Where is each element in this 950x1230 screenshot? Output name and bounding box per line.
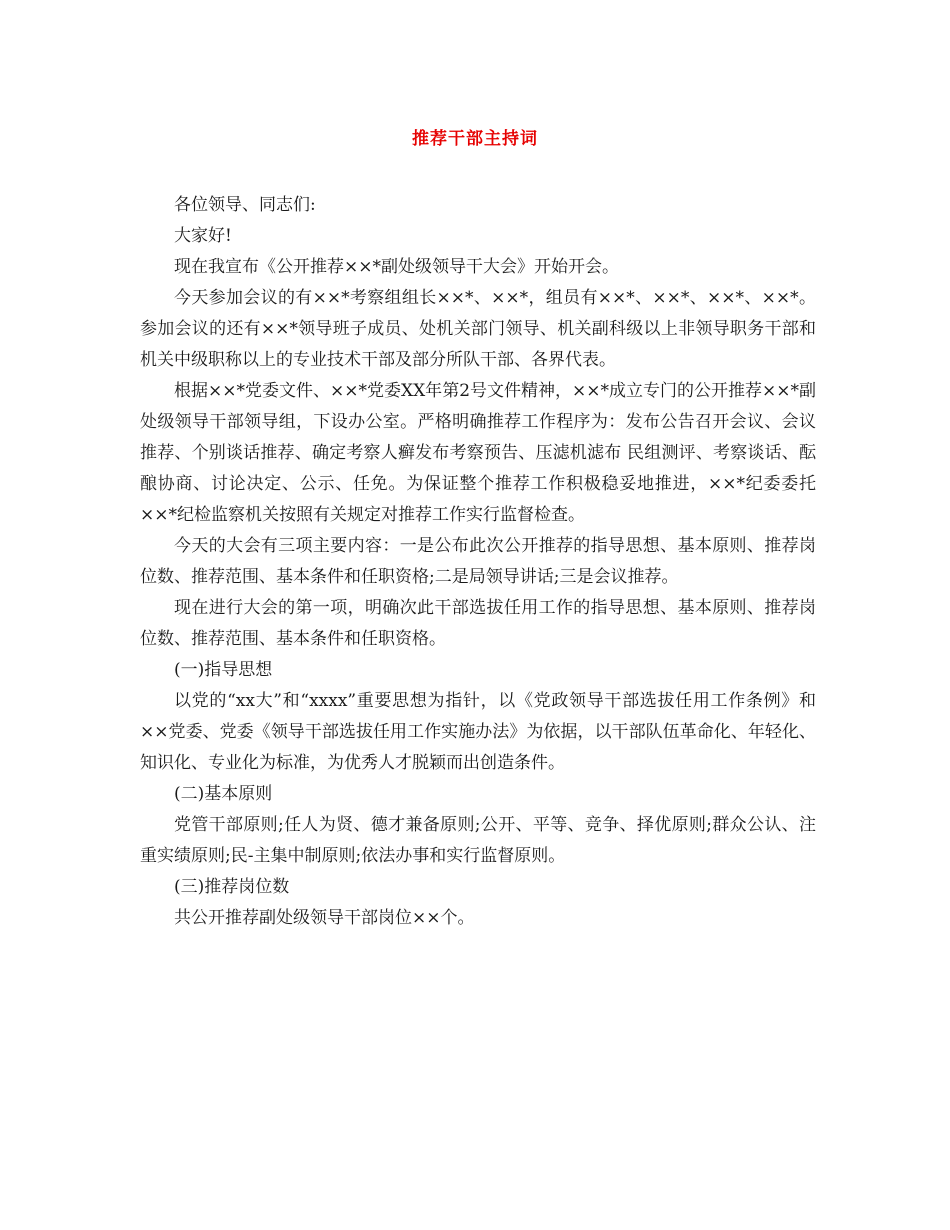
paragraph-opening: 现在我宣布《公开推荐××*副处级领导干大会》开始开会。 (174, 257, 619, 277)
paragraph-procedure: 根据××*党委文件、××*党委XX年第2号文件精神，××*成立专门的公开推荐××*副处级领导干部领导组，下设办公室。严格明确推荐工作程序为：发布公告召开会议、会议推荐、个别谈话推荐、确定考察人癣发布考察预告、压滤机滤布 民组测评、考察谈话、酝酿协商、讨论决定、公示、任免。为保证整个推荐工作积极稳妥地推进，××*纪委委托××*纪检监察机关按照有关规定对推荐工作实行监督检查。 (140, 381, 816, 525)
document-body (140, 190, 816, 934)
paragraph-first-item: 现在进行大会的第一项，明确次此干部选拔任用工作的指导思想、基本原则、推荐岗位数、推荐范围、基本条件和任职资格。 (140, 598, 816, 649)
paragraph-basic-principles: 党管干部原则;任人为贤、德才兼备原则;公开、平等、竞争、择优原则;群众公认、注重实绩原则;民-主集中制原则;依法办事和实行监督原则。 (140, 815, 816, 866)
paragraph-positions: 共公开推荐副处级领导干部岗位××个。 (174, 908, 475, 928)
section-heading-guiding-ideology: (一)指导思想 (174, 660, 273, 680)
paragraph-attendees: 今天参加会议的有××*考察组组长××*、××*，组员有××*、××*、××*、××*。参加会议的还有××*领导班子成员、处机关部门领导、机关副科级以上非领导职务干部和机关中级职称以上的专业技术干部及部分所队干部、各界代表。 (140, 288, 816, 370)
section-heading-basic-principles: (二)基本原则 (174, 784, 273, 804)
paragraph-salutation: 各位领导、同志们: (174, 195, 316, 215)
document-title: 推荐干部主持词 (412, 129, 538, 149)
section-heading-positions: (三)推荐岗位数 (174, 877, 290, 897)
paragraph-agenda: 今天的大会有三项主要内容：一是公布此次公开推荐的指导思想、基本原则、推荐岗位数、推荐范围、基本条件和任职资格;二是局领导讲话;三是会议推荐。 (140, 536, 816, 587)
paragraph-greeting: 大家好! (174, 226, 232, 246)
paragraph-guiding-ideology: 以党的“xx大”和“xxxx”重要思想为指针，以《党政领导干部选拔任用工作条例》和××党委、党委《领导干部选拔任用工作实施办法》为依据，以干部队伍革命化、年轻化、知识化、专业化为标准，为优秀人才脱颖而出创造条件。 (140, 691, 816, 773)
